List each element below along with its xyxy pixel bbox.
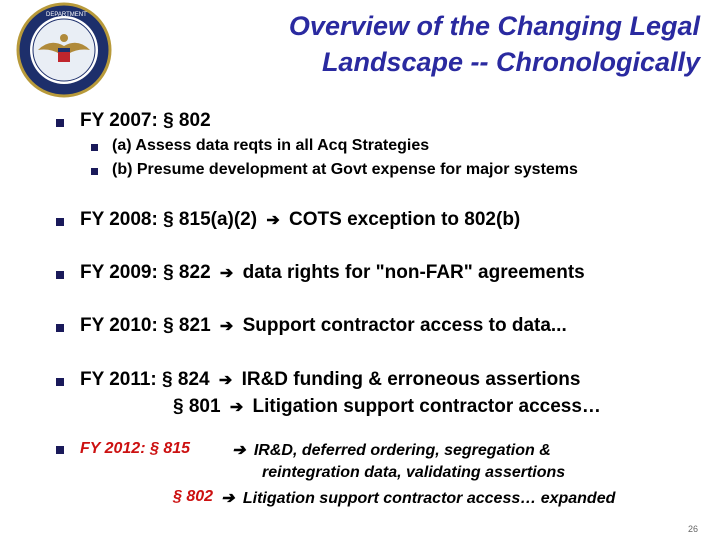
sub-bullet-square-icon xyxy=(91,168,98,175)
fy2009-prefix: FY 2009: § 822 xyxy=(80,262,211,283)
fy2008-prefix: FY 2008: § 815(a)(2) xyxy=(80,209,258,230)
bullet-square-icon xyxy=(56,218,64,226)
fy2012-text-cont: reintegration data, validating assertions xyxy=(262,464,566,481)
bullet-fy2010 xyxy=(80,315,567,337)
fy2012-line2-text: Litigation support contractor access… expanded xyxy=(242,490,616,507)
fy2012-line2 xyxy=(217,488,615,508)
fy2011-text: IR&D funding & erroneous assertions xyxy=(241,369,581,390)
fy2010-text: Support contractor access to data... xyxy=(242,315,567,336)
arrow-right-icon: ➔ xyxy=(219,265,234,282)
arrow-right-icon: ➔ xyxy=(266,212,280,229)
bullet-fy2011 xyxy=(80,369,580,391)
sub-bullet-square-icon xyxy=(91,144,98,151)
arrow-right-icon: ➔ xyxy=(221,490,235,507)
bullet-square-icon xyxy=(56,271,64,279)
title-line-2: Landscape -- Chronologically xyxy=(321,47,700,77)
bullet-fy2011-line2 xyxy=(173,396,601,418)
arrow-right-icon: ➔ xyxy=(232,442,246,459)
sub-bullet-fy2007-a: (a) Assess data reqts in all Acq Strategies xyxy=(112,137,430,154)
arrow-right-icon: ➔ xyxy=(219,318,234,335)
bullet-fy2008 xyxy=(80,209,520,231)
fy2012-line1 xyxy=(228,440,551,460)
bullet-fy2007: FY 2007: § 802 xyxy=(80,110,211,131)
page-number: 26 xyxy=(687,524,698,534)
fy2012-prefix: FY 2012: § 815 xyxy=(80,440,191,457)
title-line-1: Overview of the Changing Legal xyxy=(288,11,700,41)
bullet-square-icon xyxy=(56,119,64,127)
bullet-square-icon xyxy=(56,378,64,386)
fy2011-line2-text: Litigation support contractor access… xyxy=(252,396,601,417)
fy2010-prefix: FY 2010: § 821 xyxy=(80,315,211,336)
fy2011-line2-prefix: § 801 xyxy=(173,396,221,417)
fy2008-text: COTS exception to 802(b) xyxy=(289,209,521,230)
sub-bullet-fy2007-b: (b) Presume development at Govt expense for major systems xyxy=(112,161,578,178)
svg-text:DEPARTMENT: DEPARTMENT xyxy=(46,12,87,18)
arrow-right-icon: ➔ xyxy=(218,372,233,389)
fy2011-prefix: FY 2011: § 824 xyxy=(80,369,210,390)
bullet-square-icon xyxy=(56,446,64,454)
fy2012-text: IR&D, deferred ordering, segregation & xyxy=(253,442,551,459)
department-of-defense-seal-icon xyxy=(16,2,112,98)
fy2009-text: data rights for "non-FAR" agreements xyxy=(242,262,585,283)
bullet-square-icon xyxy=(56,324,64,332)
arrow-right-icon: ➔ xyxy=(229,399,244,416)
slide-title xyxy=(289,8,700,80)
bullet-fy2009 xyxy=(80,262,585,284)
fy2012-line2-prefix: § 802 xyxy=(173,488,214,505)
